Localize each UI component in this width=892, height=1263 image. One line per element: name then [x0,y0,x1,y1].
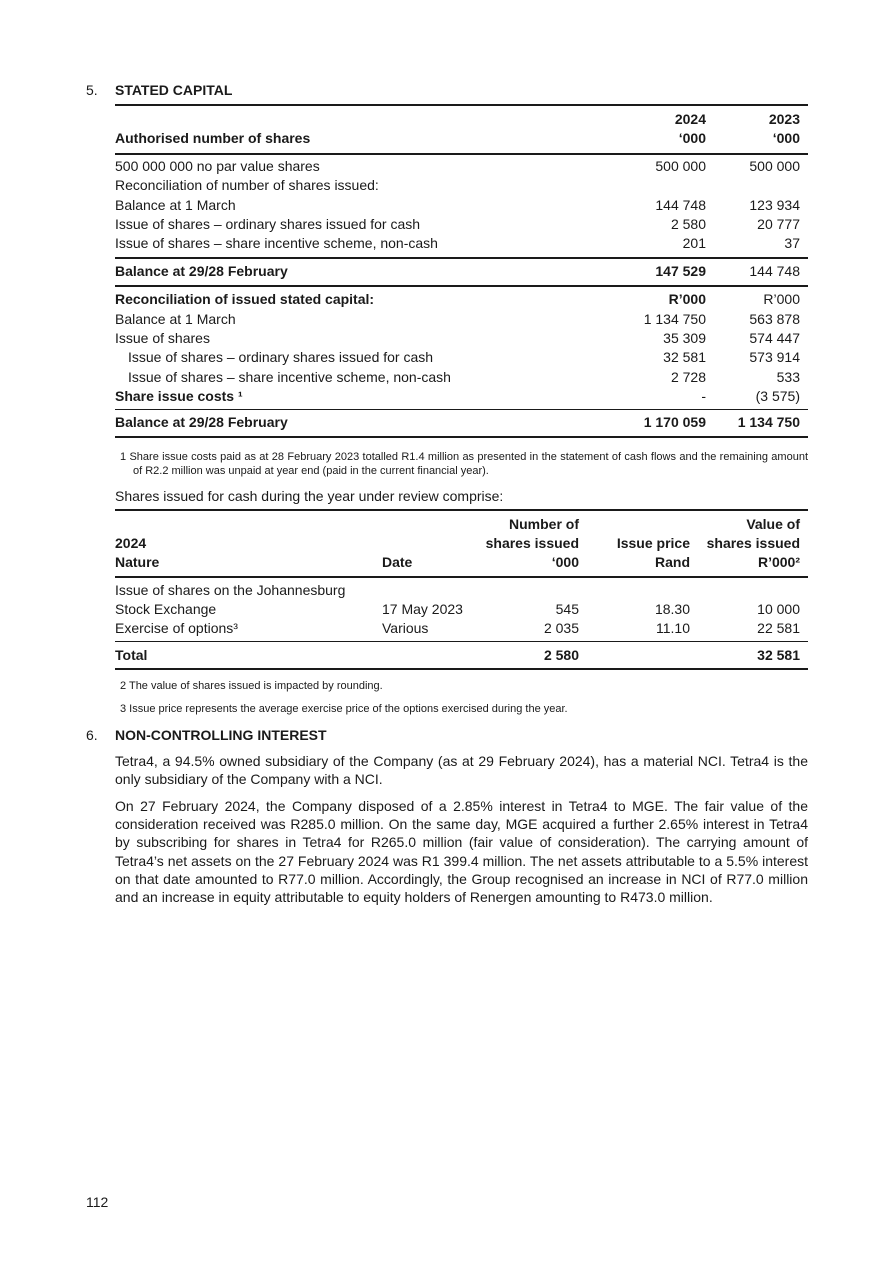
table-row: 500 000 000 no par value shares 500 000 500 000 [115,157,800,174]
footnote-2: 2 The value of shares issued is impacted by rounding. [120,680,383,692]
footnote-3: 3 Issue price represents the average exercise price of the options exercised during the year. [120,703,568,715]
balance-shares-row: Balance at 29/28 February 147 529 144 748 [115,262,800,279]
table-row: Issue of shares – share incentive scheme, non-cash 2 728 533 [128,368,800,385]
table-row: Stock Exchange 17 May 2023 545 18.30 10 000 [115,601,800,617]
stated-capital-table [115,104,808,438]
header-value-shares-issued: shares issued [706,535,800,551]
table-row: Balance at 1 March 144 748 123 934 [115,196,800,213]
header-shares-issued: shares issued [485,535,579,551]
header-date: Date [382,554,413,570]
header-price-unit: Rand [655,554,690,570]
header-label: Authorised number of shares [115,130,311,147]
table-row: Balance at 1 March 1 134 750 563 878 [115,310,800,327]
table-header-years [115,110,808,129]
section-5-number: 5. [86,82,98,98]
header-number-unit: ‘000 [551,554,579,570]
nci-paragraph-2: On 27 February 2024, the Company disposed of a 2.85% interest in Tetra4 to MGE. The fair value of the consideration received was R285.0 million. On the same day, MGE acquired a further 2.65% interest in Tetra4 by subscribing for shares in Tetra4 for R265.0 million (fair value of consideration). The carrying amount of Tetra4’s net assets on the 27 February 2024 was R1 399.4 million. The net assets attributable to a 5.5% interest on that date amounted to R77.0 million. Accordingly, the Group recognised an increase in NCI of R77.0 million and an increase in equity attributable to equity holders of Renergen amounting to R473.0 million. [115,798,808,906]
header-issue-price: Issue price [616,535,690,551]
balance-capital-row-block [115,409,808,437]
cash-table-total [115,641,808,670]
recon-header-row: Reconciliation of issued stated capital: R’000 R’000 [115,291,800,308]
footnote-1: 1 Share issue costs paid as at 28 February 2023 totalled R1.4 million as presented in the statement of cash flows and the remaining amount of R2.2 million was unpaid at year end (paid in the current financial year). [120,451,808,477]
header-value-of: Value of [746,516,800,532]
total-row: Total 2 580 32 581 [115,647,800,663]
header-number-of: Number of [509,516,579,532]
header-value-unit: R’000² [757,554,800,570]
table-row: Issue of shares – ordinary shares issued for cash 2 580 20 777 [115,215,800,232]
table-row: Issue of shares – ordinary shares issued for cash 32 581 573 914 [128,349,800,366]
header-nature: Nature [115,554,160,570]
header-year: 2024 [115,535,147,551]
page-number: 112 [86,1194,109,1210]
cash-shares-intro: Shares issued for cash during the year under review comprise: [115,488,504,504]
table-row: Reconciliation of number of shares issued: [115,177,379,194]
table-row: Issue of shares on the Johannesburg [115,582,346,598]
section-6-number: 6. [86,727,98,743]
table-header-units [115,129,808,148]
cash-table-body [115,576,808,641]
header-unit-2024: ‘000 [678,130,706,147]
balance-capital-row: Balance at 29/28 February 1 170 059 1 134 750 [115,414,800,431]
section-5-heading [86,82,232,98]
balance-shares-row-block [115,257,808,285]
shares-issued-table [115,509,808,670]
table-row: Issue of shares 35 309 574 447 [115,329,800,346]
header-unit-2023: ‘000 [772,130,800,147]
section-6-title: NON-CONTROLLING INTEREST [115,727,327,743]
header-year-2024: 2024 [674,111,706,127]
cash-table-header [115,511,808,576]
share-issue-costs-row: Share issue costs ¹ - (3 575) [115,388,800,405]
section-6-heading [86,727,327,743]
nci-paragraph-1: Tetra4, a 94.5% owned subsidiary of the Company (as at 29 February 2024), has a material NCI. Tetra4 is the only subsidiary of the Company with a NCI. [115,753,808,788]
capital-block [115,285,808,406]
table-row: Issue of shares – share incentive scheme, non-cash 201 37 [115,235,800,252]
table-row: Exercise of options³ Various 2 035 11.10 22 581 [115,620,800,636]
header-year-2023: 2023 [768,111,800,127]
shares-block [115,153,808,254]
section-5-title: STATED CAPITAL [115,82,233,98]
